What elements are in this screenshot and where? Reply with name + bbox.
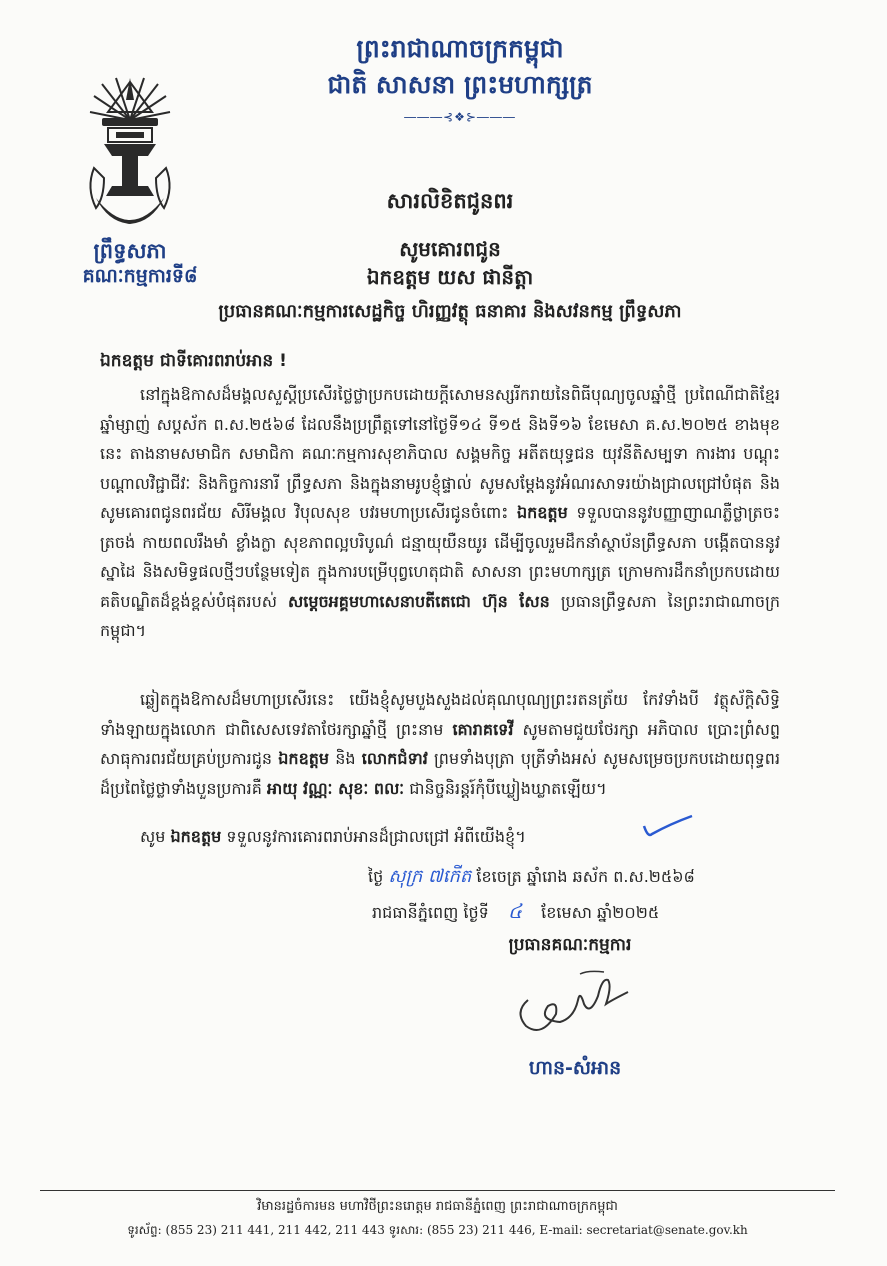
closing-bold: ឯកឧត្តម: [170, 827, 222, 846]
header-ornament: ―――⊰❖⊱―――: [404, 110, 516, 124]
p1-text-2: ទទួលបាននូវបញ្ញាញាណភ្លឺថ្លាត្រចះត្រចង់ កាយពលរឹងមាំ ខ្លាំងក្លា សុខភាពល្អបរិបូណ៌ ជន្មាយុយឺនយូរ ដើម្បីចូលរួមដឹកនាំស្ថាប័នព្រឹទ្ធសភា បង្កើតបាននូវស្នាដៃ និងសមិទ្ធផលថ្មីៗបន្ថែមទៀត ក្នុងការបម្រើបុព្វហេតុជាតិ សាសនា ព្រះមហាក្សត្រ ក្រោមការដឹកនាំប្រកបដោយគតិបណ្ឌិតដ៏ខ្ពង់ខ្ពស់បំផុតរបស់: [100, 503, 780, 611]
closing-text-1: សូម: [140, 827, 166, 846]
solar-handwritten: ៤: [507, 899, 523, 923]
footer-contact: ទូរស័ព្ទ: (855 23) 211 441, 211 442, 211 443 ទូរសារ: (855 23) 211 446, E-mail: secretariat@senate.gov.kh: [127, 1223, 748, 1237]
recipient-name: យស ផានីត្តា: [437, 265, 534, 289]
closing-text-2: ទទួលនូវការគោរពរាប់អានដ៏ជ្រាលជ្រៅ អំពីយើងខ្ញុំ។: [226, 827, 526, 846]
lunar-prefix: ថ្ងៃ: [368, 867, 384, 886]
handwritten-signature: [508, 960, 638, 1050]
paragraph-1: [100, 380, 780, 646]
signatory-title: ប្រធានគណៈកម្មការ: [508, 935, 632, 955]
lunar-date-line: [368, 864, 695, 891]
senate-emblem: [82, 72, 178, 232]
letter-title: សារលិខិតជូនពរ: [386, 189, 514, 213]
recipient-prefix: ឯកឧត្តម: [366, 265, 431, 289]
p2-text-4: ព្រមទាំងបុត្រា បុត្រីទាំងអស់ សូមសម្រេចប្រកបដោយពុទ្ធពរដ៏ប្រពៃថ្លៃថ្លាទាំងបួនប្រការគឺ: [100, 749, 781, 798]
kingdom-title: ព្រះរាជាណាចក្រកម្ពុជា: [356, 34, 564, 63]
lunar-rest: ខែចេត្រ ឆ្នាំរោង ឆស័ក ព.ស.២៥៦៨: [476, 867, 695, 886]
recipient-line: [280, 264, 620, 294]
respect-line: សូមគោរពជូន: [399, 237, 501, 261]
p2-bold-1: គោរាគទេវី: [452, 719, 514, 739]
p2-text-1: ឆ្លៀតក្នុងឱកាសដ៏មហាប្រសើរនេះ យើងខ្ញុំសូមបួងសួងដល់គុណបុណ្យព្រះរតនត្រ័យ កែវទាំងបី វត្ថុស័ក្តិសិទ្ធិទាំងឡាយក្នុងលោក ជាពិសេសទេវតាថែរក្សាឆ្នាំថ្មី ព្រះនាម: [100, 690, 780, 739]
p1-bold-2: សម្តេចអគ្គមហាសេនាបតីតេជោ ហ៊ុន សែន: [288, 591, 550, 611]
national-motto: ជាតិ សាសនា ព្រះមហាក្សត្រ: [327, 70, 593, 99]
solar-rest: ខែមេសា ឆ្នាំ២០២៥: [541, 903, 660, 922]
footer-address: វិមានរដ្ឋចំការមន មហាវិថីព្រះនរោត្តម រាជធានីភ្នំពេញ ព្រះរាជាណាចក្រកម្ពុជា: [257, 1199, 618, 1214]
paragraph-2: [100, 685, 780, 803]
footer-rule: [40, 1190, 835, 1191]
commission-name: គណៈកម្មការទី៨: [82, 265, 198, 287]
p1-text-3: ប្រធានព្រឹទ្ធសភា នៃព្រះរាជាណាចក្រកម្ពុជា។: [100, 591, 781, 640]
p2-text-5: ជានិច្ចនិរន្តរ៍កុំបីឃ្លៀងឃ្លាតឡើយ។: [409, 778, 607, 798]
solar-prefix: រាជធានីភ្នំពេញ ថ្ងៃទី: [372, 903, 489, 922]
lunar-handwritten: សុក្រ ៧កើត: [388, 866, 472, 887]
recipient-position: ប្រធានគណៈកម្មការសេដ្ឋកិច្ច ហិរញ្ញវត្ថុ ធនាគារ និងសវនកម្ម ព្រឹទ្ធសភា: [218, 301, 682, 322]
p2-text-2: សូមតាមជួយថែរក្សា អភិបាល ប្រោះព្រំសព្ទសាធុការពរជ័យគ្រប់ប្រការជូន: [100, 719, 780, 768]
p2-bold-4: អាយុ វណ្ណៈ សុខៈ ពលៈ: [266, 778, 405, 798]
solar-date-line: [372, 898, 659, 928]
p1-text-1: នៅក្នុងឱកាសដ៏មង្គលសួស្តីប្រសើរថ្លៃថ្លាប្រកបដោយក្តីសោមនស្សរីករាយនៃពិធីបុណ្យចូលឆ្នាំថ្មី ប្រពៃណីជាតិខ្មែរ ឆ្នាំម្សាញ់ សប្តស័ក ព.ស.២៥៦៨ ដែលនឹងប្រព្រឹត្តទៅនៅថ្ងៃទី១៤ ទី១៥ និងទី១៦ ខែមេសា គ.ស.២០២៥ ខាងមុខនេះ តាងនាមសមាជិក សមាជិកា គណៈកម្មការសុខាភិបាល សង្គមកិច្ច អតីតយុទ្ធជន យុវនីតិសម្បទា ការងារ បណ្តុះបណ្តាលវិជ្ជាជីវៈ និងកិច្ចការនារី ព្រឹទ្ធសភា និងក្នុងនាមរូបខ្ញុំផ្ទាល់ សូមសម្តែងនូវអំណរសាទរយ៉ាងជ្រាលជ្រៅបំផុត និងសូមគោរពជូនពរជ័យ សិរីមង្គល វិបុលសុខ បវរមហាប្រសើរជូនចំពោះ: [100, 385, 780, 522]
salutation: ឯកឧត្តម ជាទីគោរពរាប់អាន !: [100, 351, 287, 371]
check-mark: [640, 812, 696, 842]
p2-bold-3: លោកជំទាវ: [361, 749, 428, 768]
institution-name: ព្រឹទ្ធសភា: [93, 239, 167, 263]
p2-bold-2: ឯកឧត្តម: [278, 749, 330, 768]
signatory-name: ហាន-សំអាន: [528, 1057, 622, 1079]
p1-bold-1: ឯកឧត្តម: [516, 503, 568, 522]
p2-text-3: និង: [335, 749, 356, 768]
